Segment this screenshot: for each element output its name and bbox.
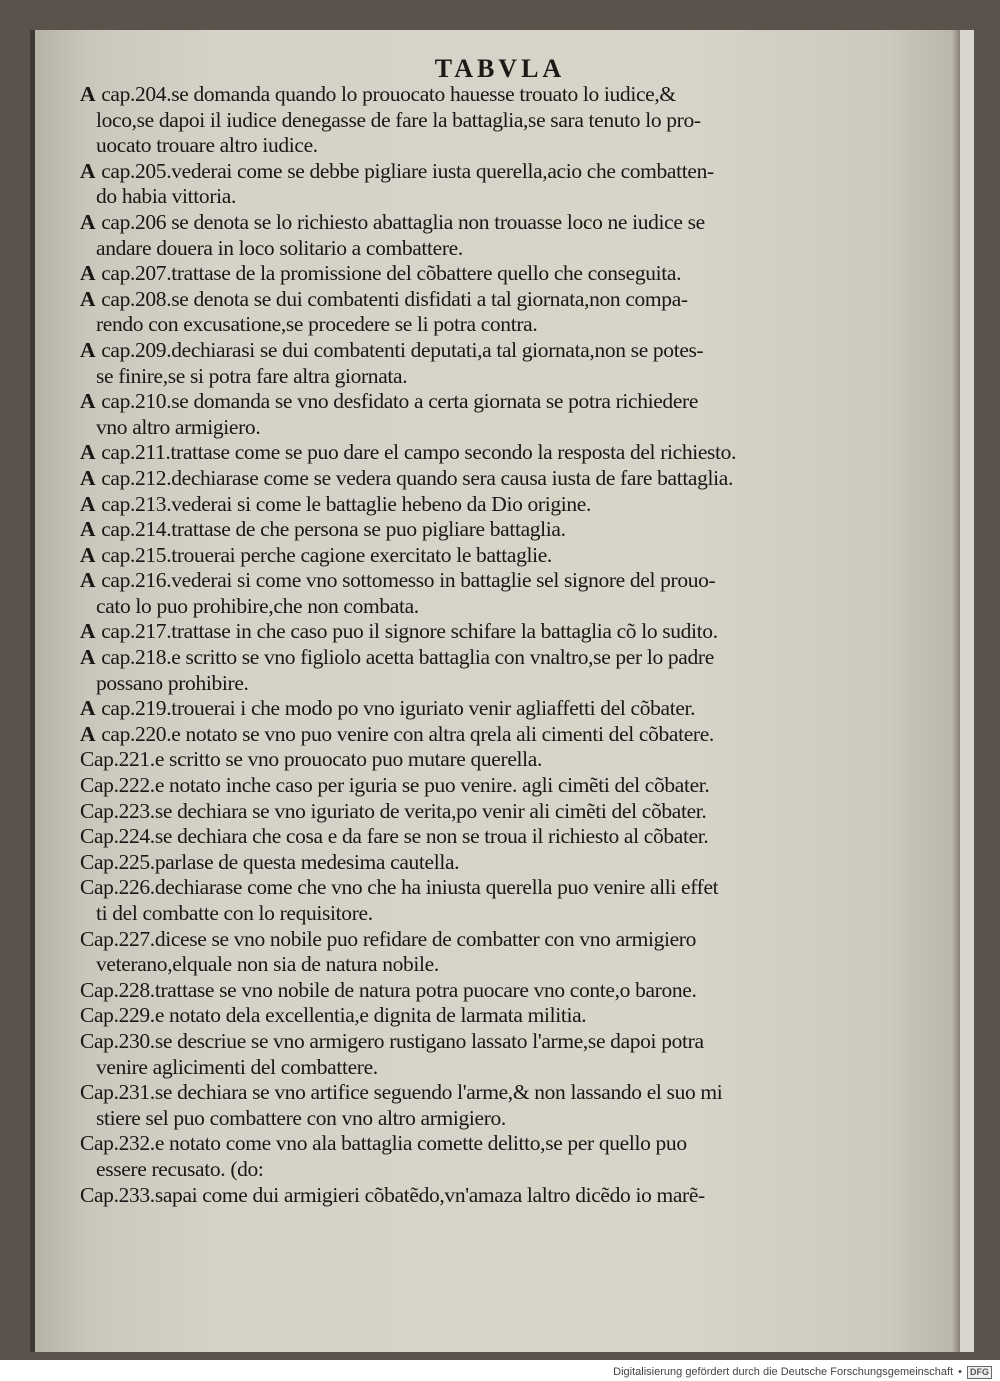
entry-marker: A bbox=[80, 209, 96, 234]
entry-text: cap.216.vederai si come vno sottomesso in battaglie sel signore del prouo- bbox=[101, 568, 716, 593]
entry-first-line bbox=[80, 927, 880, 953]
entry-marker: A bbox=[80, 337, 96, 362]
entry-text: Cap.224.se dechiara che cosa e da fare se non se troua il richiesto al cõbater. bbox=[80, 824, 709, 849]
entry-text: venire aglicimenti del combattere. bbox=[96, 1054, 378, 1079]
entry-text: se finire,se si potra fare altra giornata. bbox=[96, 363, 408, 388]
toc-entry bbox=[80, 82, 880, 159]
entry-text: cap.206 se denota se lo richiesto abattaglia non trouasse loco ne iudice se bbox=[101, 209, 705, 234]
entry-continuation-line bbox=[80, 415, 880, 441]
entry-marker: A bbox=[80, 645, 96, 670]
entry-marker: A bbox=[80, 82, 96, 106]
entry-text: cap.204.se domanda quando lo prouocato hauesse trouato lo iudice,& bbox=[101, 82, 676, 106]
toc-entry bbox=[80, 517, 880, 543]
toc-entry bbox=[80, 722, 880, 748]
entry-text: ti del combatte con lo requisitore. bbox=[96, 901, 373, 925]
funding-note: Digitalisierung gefördert durch die Deutsche Forschungsgemeinschaft bbox=[613, 1366, 954, 1378]
entry-first-line bbox=[80, 824, 880, 850]
entry-first-line bbox=[80, 517, 880, 543]
toc-entry bbox=[80, 159, 880, 210]
entry-marker: A bbox=[80, 491, 96, 516]
entry-text: do habia vittoria. bbox=[96, 184, 236, 209]
entry-first-line bbox=[80, 82, 880, 108]
entry-continuation-line bbox=[80, 312, 880, 338]
entry-first-line bbox=[80, 338, 880, 364]
toc-entry bbox=[80, 389, 880, 440]
entry-text: Cap.221.e scritto se vno prouocato puo mutare querella. bbox=[80, 747, 542, 772]
entry-first-line bbox=[80, 287, 880, 313]
toc-entry bbox=[80, 978, 880, 1004]
entry-first-line bbox=[80, 747, 880, 773]
entry-text: Cap.233.sapai come dui armigieri cõbatẽdo,vn'amaza laltro dicẽdo io marẽ- bbox=[80, 1182, 705, 1207]
footer-separator: • bbox=[958, 1366, 962, 1378]
entry-text: cap.213.vederai si come le battaglie hebeno da Dio origine. bbox=[101, 491, 591, 516]
entry-first-line bbox=[80, 722, 880, 748]
entry-text: cap.217.trattase in che caso puo il signore schifare la battaglia cõ lo sudito. bbox=[101, 619, 718, 644]
entry-text: cap.211.trattase come se puo dare el campo secondo la resposta del richiesto. bbox=[101, 440, 737, 465]
entry-marker: A bbox=[80, 568, 96, 593]
entry-text: Cap.232.e notato come vno ala battaglia comette delitto,se per quello puo bbox=[80, 1131, 687, 1156]
toc-entry bbox=[80, 1131, 880, 1182]
entry-text: Cap.225.parlase de questa medesima cautella. bbox=[80, 849, 460, 874]
entry-text: loco,se dapoi il iudice denegasse de fare la battaglia,se sara tenuto lo pro- bbox=[96, 107, 701, 132]
entry-text: cap.218.e scritto se vno figliolo acetta battaglia con vnaltro,se per lo padre bbox=[101, 645, 714, 670]
entry-first-line bbox=[80, 466, 880, 492]
entry-text: cap.210.se domanda se vno desfidato a certa giornata se potra richiedere bbox=[101, 389, 699, 414]
entry-text: rendo con excusatione,se procedere se li potra contra. bbox=[96, 312, 538, 337]
entry-first-line bbox=[80, 543, 880, 569]
entry-text: Cap.226.dechiarase come che vno che ha iniusta querella puo venire alli effet bbox=[80, 875, 719, 900]
dfg-logo: DFG bbox=[967, 1366, 992, 1379]
entry-text: cap.215.trouerai perche cagione exercitato le battaglie. bbox=[101, 542, 552, 567]
toc-entry bbox=[80, 799, 880, 825]
toc-entry bbox=[80, 696, 880, 722]
entry-text: stiere sel puo combattere con vno altro armigiero. bbox=[96, 1105, 506, 1130]
toc-entry bbox=[80, 492, 880, 518]
entry-continuation-line bbox=[80, 952, 880, 978]
entry-first-line bbox=[80, 261, 880, 287]
toc-entry bbox=[80, 927, 880, 978]
toc-entry bbox=[80, 1029, 880, 1080]
toc-entry bbox=[80, 338, 880, 389]
entry-marker: A bbox=[80, 542, 96, 567]
entry-continuation-line bbox=[80, 671, 880, 697]
entry-first-line bbox=[80, 440, 880, 466]
entry-text: cap.209.dechiarasi se dui combatenti deputati,a tal giornata,non se potes- bbox=[101, 337, 704, 362]
entry-marker: A bbox=[80, 465, 96, 490]
entry-marker: A bbox=[80, 619, 96, 644]
entry-text: uocato trouare altro iudice. bbox=[96, 133, 318, 158]
entry-text: cap.207.trattase de la promissione del cõbattere quello che conseguita. bbox=[101, 261, 682, 286]
entry-text: cap.220.e notato se vno puo venire con altra qrela ali cimenti del cõbatere. bbox=[101, 721, 714, 746]
toc-entry bbox=[80, 1183, 880, 1209]
entry-first-line bbox=[80, 1183, 880, 1209]
entry-text: Cap.230.se descriue se vno armigero rustigano lassato l'arme,se dapoi potra bbox=[80, 1028, 704, 1053]
entry-text: andare douera in loco solitario a combattere. bbox=[96, 235, 463, 260]
toc-entry bbox=[80, 1003, 880, 1029]
entry-continuation-line bbox=[80, 364, 880, 390]
entry-first-line bbox=[80, 492, 880, 518]
entry-text: Cap.231.se dechiara se vno artifice seguendo l'arme,& non lassando el suo mi bbox=[80, 1080, 723, 1105]
toc-entry bbox=[80, 466, 880, 492]
entry-first-line bbox=[80, 1029, 880, 1055]
toc-entry bbox=[80, 619, 880, 645]
entry-continuation-line bbox=[80, 901, 880, 927]
entry-continuation-line bbox=[80, 1157, 880, 1183]
toc-entry bbox=[80, 568, 880, 619]
toc-entry bbox=[80, 1080, 880, 1131]
entry-first-line bbox=[80, 773, 880, 799]
entry-text: Cap.227.dicese se vno nobile puo refidare de combatter con vno armigiero bbox=[80, 926, 697, 951]
toc-entry bbox=[80, 850, 880, 876]
toc-entry bbox=[80, 261, 880, 287]
toc-entry bbox=[80, 287, 880, 338]
toc-entry bbox=[80, 210, 880, 261]
entry-continuation-line bbox=[80, 1055, 880, 1081]
toc-entry bbox=[80, 543, 880, 569]
entry-first-line bbox=[80, 619, 880, 645]
entry-text: cap.208.se denota se dui combatenti disfidati a tal giornata,non compa- bbox=[101, 286, 688, 311]
toc-entry bbox=[80, 645, 880, 696]
entry-first-line bbox=[80, 978, 880, 1004]
entry-text: possano prohibire. bbox=[96, 670, 249, 695]
entry-first-line bbox=[80, 1080, 880, 1106]
entry-text: vno altro armigiero. bbox=[96, 414, 261, 439]
entry-continuation-line bbox=[80, 1106, 880, 1132]
entry-text: essere recusato. (do: bbox=[96, 1156, 264, 1181]
entry-text: cap.205.vederai come se debbe pigliare iusta querella,acio che combatten- bbox=[101, 158, 714, 183]
entry-continuation-line bbox=[80, 236, 880, 262]
entry-continuation-line bbox=[80, 594, 880, 620]
toc-entry bbox=[80, 875, 880, 926]
entry-marker: A bbox=[80, 696, 96, 721]
entry-text: Cap.229.e notato dela excellentia,e dignita de larmata militia. bbox=[80, 1003, 587, 1028]
entry-text: cap.219.trouerai i che modo po vno iguriato venir agliaffetti del cõbater. bbox=[101, 696, 696, 721]
entry-marker: A bbox=[80, 286, 96, 311]
entry-first-line bbox=[80, 1003, 880, 1029]
entry-first-line bbox=[80, 159, 880, 185]
entry-text: cap.212.dechiarase come se vedera quando sera causa iusta de fare battaglia. bbox=[101, 465, 733, 490]
entry-text: cato lo puo prohibire,che non combata. bbox=[96, 593, 419, 618]
toc-entry bbox=[80, 773, 880, 799]
toc-entry bbox=[80, 747, 880, 773]
entry-marker: A bbox=[80, 721, 96, 746]
table-of-contents bbox=[80, 82, 880, 1208]
entry-marker: A bbox=[80, 158, 96, 183]
entry-marker: A bbox=[80, 440, 96, 465]
entry-first-line bbox=[80, 799, 880, 825]
entry-first-line bbox=[80, 875, 880, 901]
entry-marker: A bbox=[80, 389, 96, 414]
entry-continuation-line bbox=[80, 184, 880, 210]
entry-text: cap.214.trattase de che persona se puo pigliare battaglia. bbox=[101, 517, 566, 542]
entry-text: Cap.222.e notato inche caso per iguria se puo venire. agli cimẽti del cõbater. bbox=[80, 773, 710, 798]
footer bbox=[613, 1364, 992, 1380]
toc-entry bbox=[80, 824, 880, 850]
entry-continuation-line bbox=[80, 108, 880, 134]
entry-text: veterano,elquale non sia de natura nobile. bbox=[96, 952, 439, 977]
entry-first-line bbox=[80, 696, 880, 722]
entry-text: Cap.223.se dechiara se vno iguriato de verita,po venir ali cimẽti del cõbater. bbox=[80, 798, 707, 823]
entry-text: Cap.228.trattase se vno nobile de natura potra puocare vno conte,o barone. bbox=[80, 977, 697, 1002]
entry-first-line bbox=[80, 645, 880, 671]
scan-margin bbox=[960, 30, 974, 1352]
page-title: TABVLA bbox=[434, 54, 566, 83]
entry-first-line bbox=[80, 389, 880, 415]
entry-first-line bbox=[80, 568, 880, 594]
entry-first-line bbox=[80, 1131, 880, 1157]
entry-continuation-line bbox=[80, 133, 880, 159]
book-page bbox=[30, 30, 960, 1352]
entry-first-line bbox=[80, 850, 880, 876]
entry-marker: A bbox=[80, 517, 96, 542]
entry-marker: A bbox=[80, 261, 96, 286]
entry-first-line bbox=[80, 210, 880, 236]
toc-entry bbox=[80, 440, 880, 466]
